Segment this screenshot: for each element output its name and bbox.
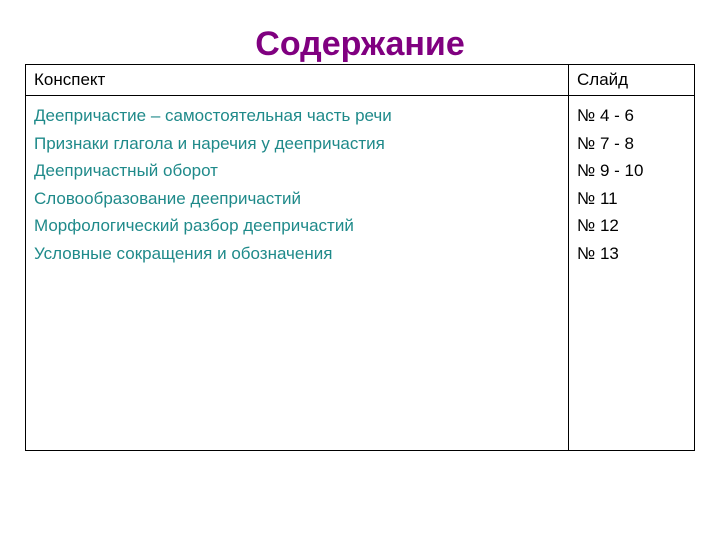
topic-list (34, 102, 568, 267)
slide-number-cell (569, 96, 695, 451)
topic-cell (26, 96, 569, 451)
contents-table (25, 64, 695, 451)
slide-number-list (577, 102, 694, 267)
topic-link[interactable]: Деепричастие – самостоятельная часть речи (34, 106, 392, 125)
topic-link[interactable]: Условные сокращения и обозначения (34, 243, 333, 263)
slide-number: № 9 - 10 (577, 161, 644, 180)
slide-number: № 7 - 8 (577, 133, 634, 153)
slide-number: № 13 (577, 243, 619, 263)
slide-number: № 4 - 6 (577, 106, 634, 125)
topic-link[interactable]: Признаки глагола и наречия у деепричастия (34, 133, 385, 153)
topic-link[interactable]: Деепричастный оборот (34, 161, 218, 180)
table-header-row (26, 65, 695, 96)
slide-number: № 11 (577, 188, 618, 208)
column-header-slide: Слайд (569, 65, 695, 96)
slide-number: № 12 (577, 216, 619, 235)
topic-link[interactable]: Морфологический разбор деепричастий (34, 216, 354, 235)
topic-link[interactable]: Словообразование деепричастий (34, 188, 302, 208)
column-header-topic: Конспект (26, 65, 569, 96)
table-body-row (26, 96, 695, 451)
page-title: Содержание (255, 25, 465, 63)
